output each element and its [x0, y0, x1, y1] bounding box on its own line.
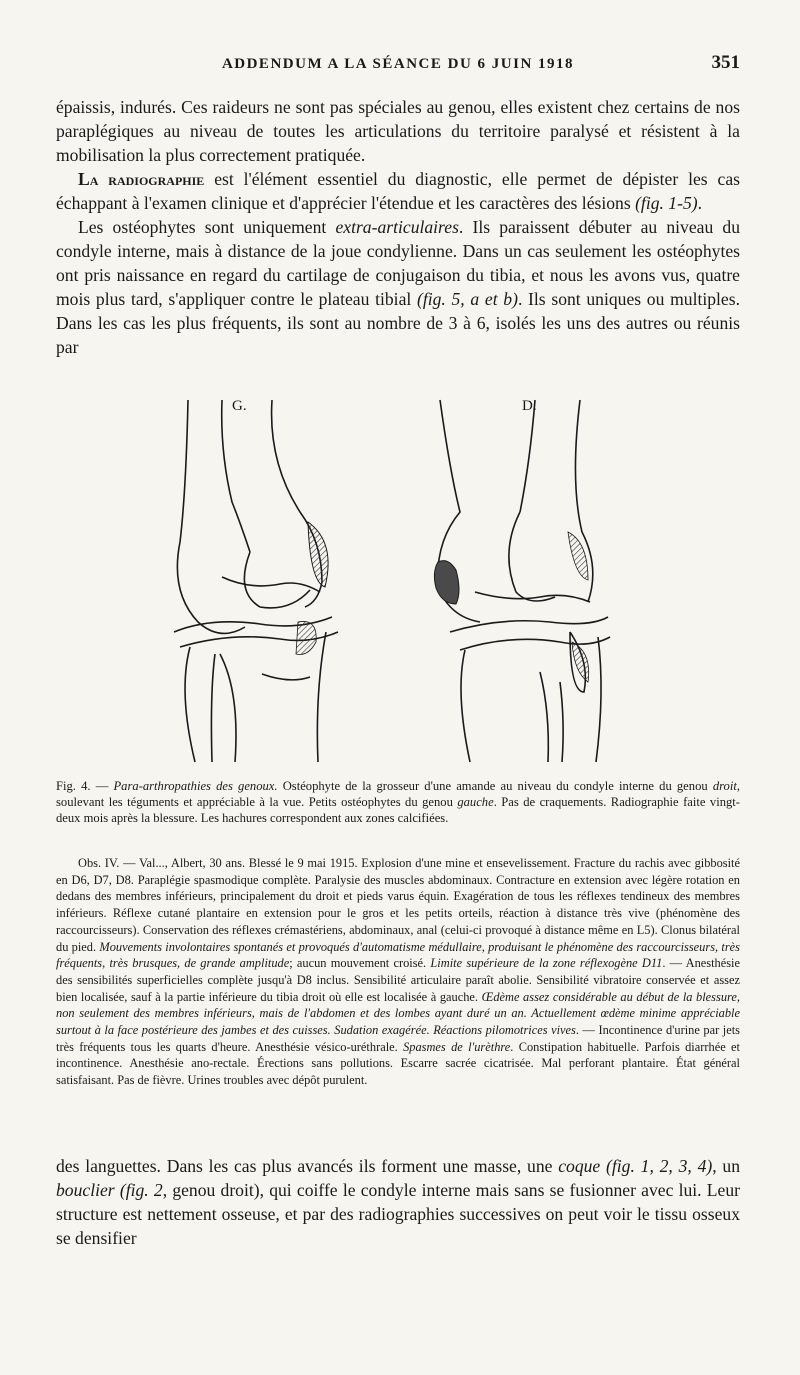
observation-s4: . — Incontinence d'urine par jets très fréquents tous les quarts d'heure. Anesthésie vésico-uréthrale.: [56, 1023, 740, 1054]
bottom-text-a: des languettes. Dans les cas plus avancés ils forment une masse, une: [56, 1156, 559, 1176]
caption-text-b: , soulevant les téguments et appréciable à la vue. Petits ostéophytes du genou: [56, 779, 741, 809]
observation-e3: Œdème assez considérable au début de la blessure, non seulement des membres inférieurs, mais de l'abdomen et des lombes ayant duré un an. Actuellement œdème minime appréciable surtout à la face postérieure des jambes et des cuisses. Sudation exagérée. Réactions pilomotrices vives: [56, 989, 740, 1038]
knee-figure: [150, 392, 650, 767]
observation-s3: . — Anesthésie des sensibilités superficielles complète jusqu'à D8 inclus. Sensibilité articulaire paraît abolie. Sensibilité vibratoire conservée et assez bien localisée, sauf à la partie inférieure du tibia droit où elle est localisée à gauche.: [56, 956, 740, 1004]
caption-em-droit: droit: [712, 779, 737, 793]
right-knee-osteophyte: [434, 532, 588, 682]
emphasis-coque: coque: [558, 1156, 601, 1176]
paragraph-2-end: .: [697, 193, 703, 213]
paragraph-3-text-b: . Ils paraissent débuter au niveau du condyle interne, mais à distance de la joue condylienne. Dans un cas seulement les ostéophytes ont pris naissance en regard du cartilage de conjugaison du tibia, et nous les avons vus, quatre mois plus tard, s'appliquer contre le plateau tibial: [56, 217, 740, 309]
emphasis-bouclier: bouclier: [56, 1180, 115, 1200]
label-gauche: G.: [232, 398, 247, 414]
observation-s2: ; aucun mouvement croisé.: [289, 956, 431, 971]
observation-s1: Obs. IV. — Val..., Albert, 30 ans. Blessé le 9 mai 1915. Explosion d'une mine et ensevelissement. Fracture du rachis avec gibbosité en D6, D7, D8. Paraplégie spasmodique complète. Paralysie des muscles abdominaux. Contracture en extension avec légère rotation en dedans des membres inférieurs, principalement du droit et pieds varus équin. Exagération de tous les réflexes tendineux des membres inférieurs. Réflexe cutané plantaire en extension pour le gros et les petits orteils, réaction à distance très vive (phénomène des raccourcisseurs). Conservation des réflexes crémastériens, abdominaux, anal (celui-ci provoqué à distance même en L5). Clonus bilatéral du pied.: [56, 856, 740, 954]
caption-text-c: . Pas de craquements. Radiographie faite vingt-deux mois après la blessure. Les hachures correspondent aux zones calcifiées.: [56, 795, 740, 825]
observation-e4: Spasmes de l'urèthre: [403, 1039, 511, 1054]
caption-em-gauche: gauche: [457, 795, 494, 809]
page-number: 351: [711, 52, 740, 73]
observation-note: [56, 855, 740, 1089]
label-droit: D.: [522, 398, 537, 414]
bottom-text-c: , un: [712, 1156, 741, 1176]
figure-reference: (fig. 1, 2, 3, 4): [606, 1156, 713, 1176]
observation-e1: Mouvements involontaires spontanés et provoqués d'automatisme médullaire, produisant le phénomène des raccourcisseurs, très fréquents, très brusques, de grande amplitude: [56, 939, 740, 971]
figure-reference: (fig. 5, a et b): [416, 289, 518, 309]
figure-number: Fig. 4. —: [56, 779, 114, 793]
right-knee-drawing: [438, 400, 610, 762]
paragraph-3-text-a: Les ostéophytes sont uniquement: [78, 217, 336, 237]
paragraph-3: [56, 215, 740, 359]
running-head: ADDENDUM A LA SÉANCE DU 6 JUIN 1918: [221, 56, 575, 72]
page-header: [56, 52, 740, 82]
paragraph-2-text: est l'élément essentiel du diagnostic, elle permet de dépister les cas échappant à l'examen clinique et d'apprécier l'étendue et les caractères des lésions: [56, 169, 740, 213]
observation-text: [56, 855, 740, 1089]
paragraph-bottom: [56, 1154, 740, 1250]
smallcaps-term: La radiographie: [78, 169, 205, 189]
observation-s5: . Constipation habituelle. Parfois diarrhée et incontinence. Anesthésie ano-rectale. Érections sans pollutions. Escarre sacrée cicatrisée. Mal perforant plantaire. État général satisfaisant. Pas de fièvre. Urines troubles avec dépôt purulent.: [56, 1039, 740, 1088]
bottom-text-e: , genou droit), qui coiffe le condyle interne mais sans se fusionner avec lui. Leur structure est nettement osseuse, et par des radiographies successives on peut voir le tissu osseux se densifier: [56, 1180, 740, 1248]
figure-reference: (fig. 2: [119, 1180, 163, 1200]
observation-e2: Limite supérieure de la zone réflexogène D11: [430, 956, 663, 971]
body-text-top: [56, 95, 740, 359]
knee-drawings: [150, 392, 650, 767]
caption-text: [56, 778, 740, 826]
emphasis-extra-articulaires: extra-articulaires: [335, 217, 459, 237]
caption-text-a: Ostéophyte de la grosseur d'une amande au niveau du condyle interne du genou: [277, 779, 713, 793]
paragraph-3-text-c: . Ils sont uniques ou multiples. Dans les cas les plus fréquents, ils sont au nombre de 3 à 6, isolés les uns des autres ou réunis par: [56, 289, 740, 357]
left-knee-drawing: [174, 400, 338, 762]
body-text-bottom: [56, 1154, 740, 1250]
paragraph-2: [56, 167, 740, 215]
figure-reference: (fig. 1-5): [635, 193, 698, 213]
figure-caption: [56, 778, 740, 826]
paragraph-1: épaissis, indurés. Ces raideurs ne sont pas spéciales au genou, elles existent chez certains de nos paraplégiques au niveau de toutes les articulations du territoire paralysé et résistent à la mobilisation la plus correctement pratiquée.: [56, 97, 740, 165]
caption-title: Para-arthropathies des genoux.: [113, 779, 278, 793]
